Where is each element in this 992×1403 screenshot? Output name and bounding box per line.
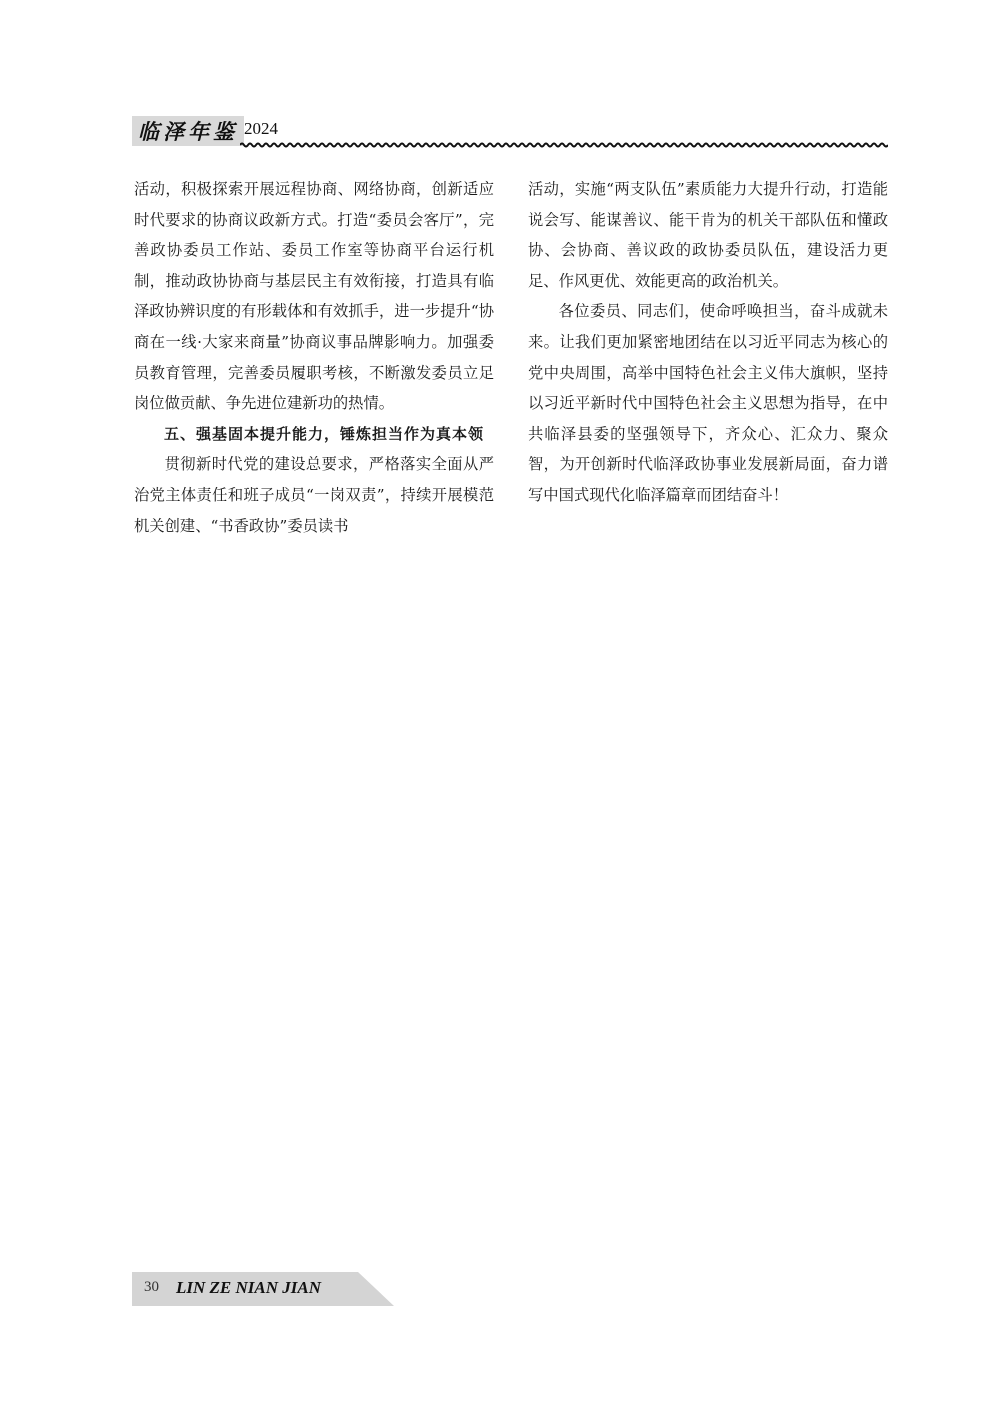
- page-footer: [132, 1272, 394, 1306]
- left-column: [134, 174, 494, 541]
- header-title: 临泽年鉴: [138, 119, 238, 144]
- page-number: 30: [144, 1279, 159, 1295]
- right-column: [528, 174, 888, 511]
- header-title-box: [132, 116, 244, 146]
- right-paragraph-1: 活动，实施“两支队伍”素质能力大提升行动，打造能说会写、能谋善议、能干肯为的机关干部队伍和懂政协、会协商、善议政的政协委员队伍，建设活力更足、作风更优、效能更高的政治机关。: [528, 180, 888, 290]
- left-paragraph-1: 活动，积极探索开展远程协商、网络协商，创新适应时代要求的协商议政新方式。打造“委员会客厅”，完善政协委员工作站、委员工作室等协商平台运行机制，推动政协协商与基层民主有效衔接，打造具有临泽政协辨识度的有形载体和有效抓手，进一步提升“协商在一线·大家来商量”协商议事品牌影响力。加强委员教育管理，完善委员履职考核，不断激发委员立足岗位做贡献、争先进位建新功的热情。: [134, 180, 494, 413]
- page-header: [132, 116, 888, 152]
- section-heading: 五、强基固本提升能力，锤炼担当作为真本领: [164, 424, 485, 443]
- footer-publication-name: LIN ZE NIAN JIAN: [176, 1278, 321, 1297]
- right-paragraph-2: 各位委员、同志们，使命呼唤担当，奋斗成就未来。让我们更加紧密地团结在以习近平同志为核心的党中央周围，高举中国特色社会主义伟大旗帜，坚持以习近平新时代中国特色社会主义思想为指导，在中共临泽县委的坚强领导下，齐众心、汇众力、聚众智，为开创新时代临泽政协事业发展新局面，奋力谱写中国式现代化临泽篇章而团结奋斗！: [528, 302, 888, 504]
- left-paragraph-2: 贯彻新时代党的建设总要求，严格落实全面从严治党主体责任和班子成员“一岗双责”，持续开展模范机关创建、“书香政协”委员读书: [134, 455, 494, 535]
- header-year: 2024: [244, 119, 278, 138]
- header-wavy-rule: [240, 140, 888, 150]
